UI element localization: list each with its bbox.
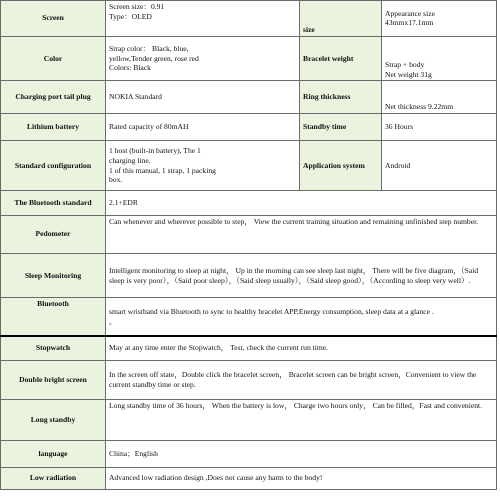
label-bracelet-weight: Bracelet weight bbox=[300, 36, 382, 81]
config-line-3: 1 of this manual, 1 strap, 1 packing bbox=[109, 165, 216, 175]
label-language: language bbox=[1, 441, 106, 467]
label-standby-time: Standby time bbox=[300, 114, 382, 140]
label-charging: Charging port tail plug bbox=[1, 81, 106, 114]
value-bluetooth bbox=[106, 298, 497, 336]
value-config bbox=[106, 140, 300, 191]
row-low-radiation bbox=[1, 467, 497, 490]
label-screen: Screen bbox=[1, 1, 106, 37]
value-low-radiation: Advanced low radiation design ,Does not cause any harm to the body! bbox=[106, 467, 497, 490]
row-double-bright bbox=[1, 360, 497, 400]
value-size bbox=[382, 1, 497, 37]
label-bluetooth-standard: The Bluetooth standard bbox=[1, 191, 106, 215]
row-color bbox=[1, 36, 497, 81]
bluetooth-text: smart wristband via Bluetooth to sync to healthy bracelet APP,Energy consumption, sleep data at a glance . bbox=[109, 306, 434, 316]
color-line-2: yellow,Tender green, rose red bbox=[109, 53, 199, 63]
value-color bbox=[106, 36, 300, 81]
config-line-2: charging line. bbox=[109, 155, 151, 165]
weight-line-2: Net weight 31g bbox=[385, 69, 432, 79]
weight-line-1: Strap + body bbox=[385, 60, 425, 70]
value-long-standby: Long standby time of 36 hours， When the battery is low， Charge two hours only， Can be filled，Fast and convenient. bbox=[106, 400, 497, 441]
row-stopwatch bbox=[1, 336, 497, 360]
config-line-4: box. bbox=[109, 175, 123, 185]
color-line-3: Colors: Black bbox=[109, 63, 151, 73]
label-bluetooth: Bluetooth bbox=[1, 298, 106, 336]
label-color: Color bbox=[1, 36, 106, 81]
color-line-1: Strap color： Black, blue, bbox=[109, 43, 189, 53]
row-bluetooth bbox=[1, 298, 497, 336]
row-charging bbox=[1, 81, 497, 114]
row-sleep bbox=[1, 253, 497, 298]
value-screen bbox=[106, 1, 300, 37]
value-app-system: Android bbox=[382, 140, 497, 191]
row-battery bbox=[1, 114, 497, 140]
label-double-bright: Double bright screen bbox=[1, 360, 106, 400]
label-low-radiation: Low radiation bbox=[1, 467, 106, 490]
config-line-1: 1 host (built-in battery), The 1 bbox=[109, 146, 201, 156]
value-standby-time: 36 Hours bbox=[382, 114, 497, 140]
screen-type-text: Type：OLED bbox=[109, 11, 152, 21]
value-bluetooth-standard: 2.1+EDR bbox=[106, 191, 497, 215]
value-ring-thickness: Net thickness 9.22mm bbox=[382, 81, 497, 114]
size-line-2: 43mmx17.1mm bbox=[385, 18, 434, 28]
value-stopwatch: May at any time enter the Stopwatch， Test, check the current run time. bbox=[106, 336, 497, 360]
label-long-standby: Long standby bbox=[1, 400, 106, 441]
row-screen bbox=[1, 1, 497, 37]
value-pedometer: Can whenever and wherever possible to step， View the current training situation and remaining unfinished step number. bbox=[106, 215, 497, 253]
value-language: China；English bbox=[106, 441, 497, 467]
value-sleep: Intelligent monitoring to sleep at night， Up in the morning can see sleep last night， There will be five diagram，（Said sleep is very poor），（Said poor sleep），（Said sleep usually），（Said sleep good），（According to sleep very well）. bbox=[106, 253, 497, 298]
row-pedometer bbox=[1, 215, 497, 253]
value-battery: Rated capacity of 80mAH bbox=[106, 114, 300, 140]
row-bluetooth-standard bbox=[1, 191, 497, 215]
label-config: Standard configuration bbox=[1, 140, 106, 191]
bluetooth-extra: 。 bbox=[109, 316, 117, 326]
label-pedometer: Pedometer bbox=[1, 215, 106, 253]
row-config bbox=[1, 140, 497, 191]
label-stopwatch: Stopwatch bbox=[1, 336, 106, 360]
label-size: size bbox=[300, 1, 382, 37]
value-bracelet-weight bbox=[382, 36, 497, 81]
row-long-standby bbox=[1, 400, 497, 441]
value-charging: NOKIA Standard bbox=[106, 81, 300, 114]
value-double-bright: In the screen off state，Double click the bracelet screen， Bracelet screen can be bright screen，Convenient to view the current standby time or step. bbox=[106, 360, 497, 400]
label-ring-thickness: Ring thickness bbox=[300, 81, 382, 114]
screen-size-text: Screen size：0.91 bbox=[109, 2, 165, 11]
size-line-1: Appearance size bbox=[385, 8, 435, 18]
row-language bbox=[1, 441, 497, 467]
label-sleep: Sleep Monitoring bbox=[1, 253, 106, 298]
label-battery: Lithium battery bbox=[1, 114, 106, 140]
label-app-system: Application system bbox=[300, 140, 382, 191]
